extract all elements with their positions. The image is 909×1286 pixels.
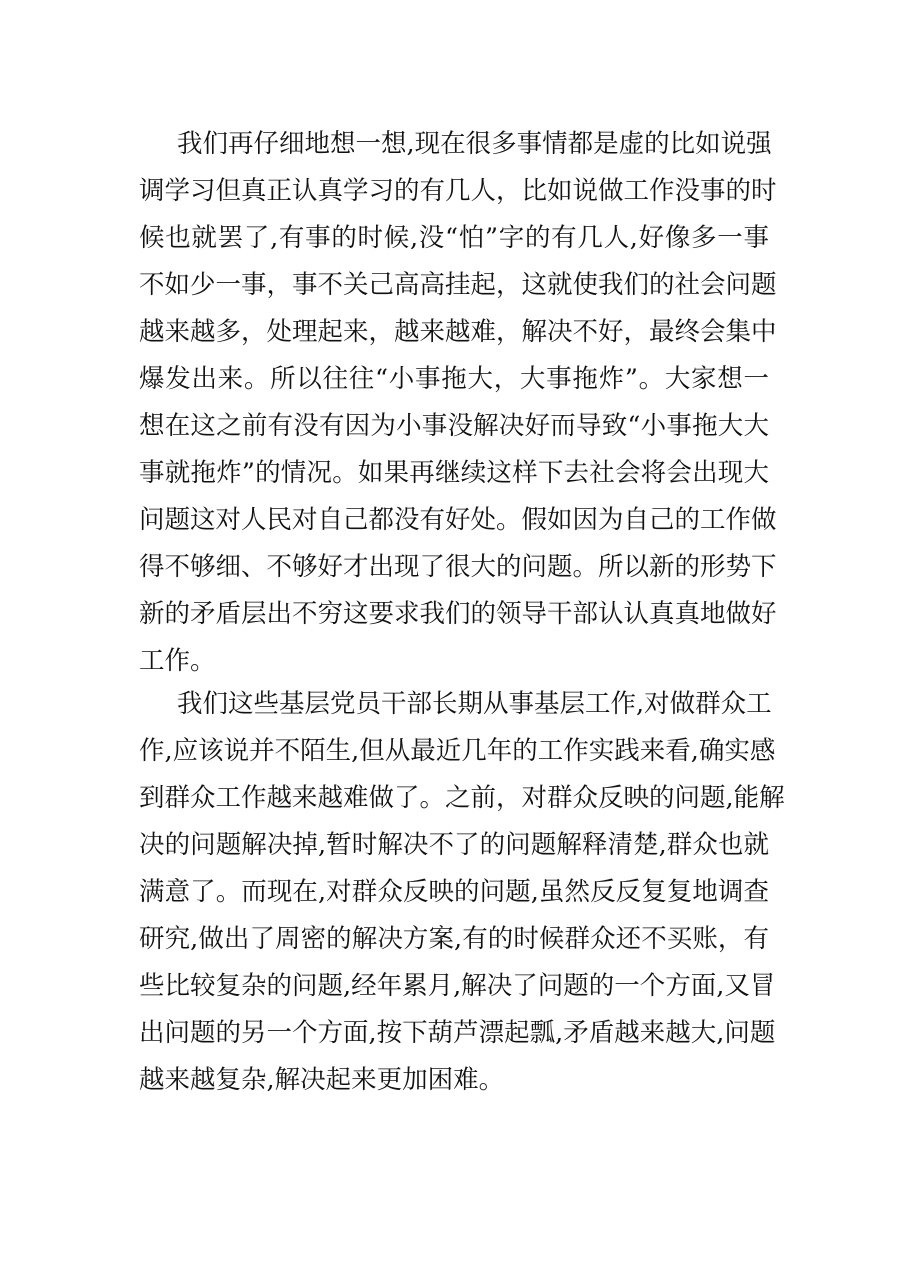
paragraph-line: 我们这些基层党员干部长期从事基层工作,对做群众工 bbox=[177, 689, 772, 719]
paragraph-line: 我们再仔细地想一想,现在很多事情都是虚的比如说强 bbox=[177, 129, 772, 159]
paragraph-line: 问题这对人民对自己都没有好处。假如因为自己的工作做 bbox=[139, 505, 777, 535]
paragraph-line: 出问题的另一个方面,按下葫芦漂起瓢,矛盾越来越大,问题 bbox=[139, 1018, 776, 1048]
paragraph-line: 满意了。而现在,对群众反映的问题,虽然反反复复地调查 bbox=[139, 877, 769, 907]
paragraph-line: 得不够细、不够好才出现了很大的问题。所以新的形势下 bbox=[139, 552, 777, 582]
paragraph-line: 不如少一事，事不关己高高挂起，这就使我们的社会问题 bbox=[139, 270, 777, 300]
paragraph-2 bbox=[139, 681, 785, 1104]
paragraph-line: 研究,做出了周密的解决方案,有的时候群众还不买账，有 bbox=[139, 924, 769, 954]
paragraph-line: 事就拖炸”的情况。如果再继续这样下去社会将会出现大 bbox=[139, 458, 769, 488]
paragraph-line: 些比较复杂的问题,经年累月,解决了问题的一个方面,又冒 bbox=[139, 971, 776, 1001]
paragraph-line: 爆发出来。所以往往“小事拖大，大事拖炸”。大家想一 bbox=[139, 364, 769, 394]
paragraph-1 bbox=[139, 121, 777, 685]
paragraph-line: 越来越多，处理起来，越来越难，解决不好，最终会集中 bbox=[139, 317, 777, 347]
paragraph-line: 想在这之前有没有因为小事没解决好而导致“小事拖大大 bbox=[139, 411, 769, 441]
paragraph-line: 候也就罢了,有事的时候,没“怕”字的有几人,好像多一事 bbox=[139, 223, 769, 253]
paragraph-line: 工作。 bbox=[139, 646, 216, 676]
paragraph-line: 调学习但真正认真学习的有几人，比如说做工作没事的时 bbox=[139, 176, 777, 206]
paragraph-line: 新的矛盾层出不穷这要求我们的领导干部认认真真地做好 bbox=[139, 599, 777, 629]
paragraph-line: 越来越复杂,解决起来更加困难。 bbox=[139, 1065, 505, 1095]
paragraph-line: 作,应该说并不陌生,但从最近几年的工作实践来看,确实感 bbox=[139, 736, 776, 766]
paragraph-line: 到群众工作越来越难做了。之前，对群众反映的问题,能解 bbox=[139, 783, 785, 813]
paragraph-line: 决的问题解决掉,暂时解决不了的问题解释清楚,群众也就 bbox=[139, 830, 769, 860]
